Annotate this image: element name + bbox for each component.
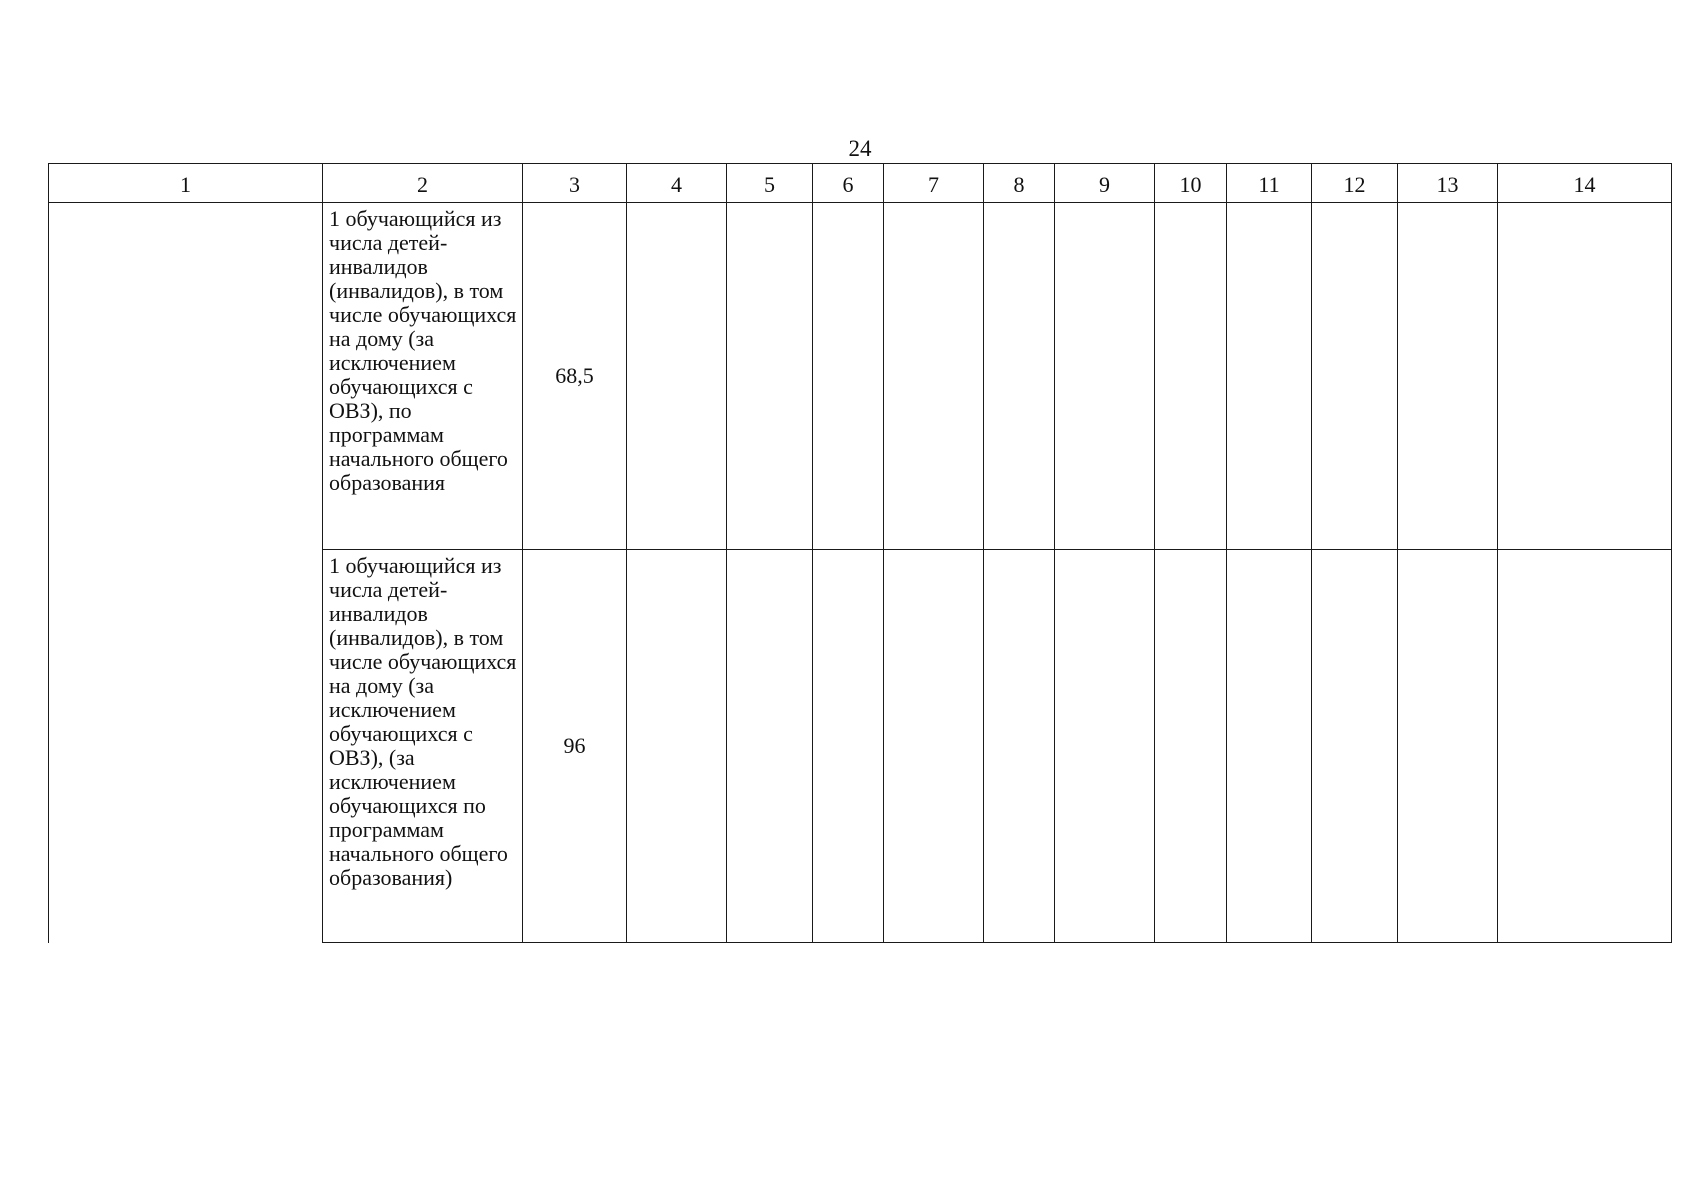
table-row <box>49 203 1672 550</box>
table-cell-empty <box>984 203 1055 550</box>
header-row <box>49 164 1672 203</box>
table-cell-empty <box>1312 203 1398 550</box>
column-header-2: 2 <box>323 164 523 203</box>
table-cell-description: 1 обучающийся из числа детей-инвалидов (инвалидов), в том числе обучающихся на дому (за исключением обучающихся с ОВЗ), (за исключением обучающихся по программам начального общего образования) <box>323 550 523 943</box>
table-cell-empty <box>1055 203 1155 550</box>
table-cell-empty <box>627 203 727 550</box>
table-cell-empty <box>984 550 1055 943</box>
column-header-12: 12 <box>1312 164 1398 203</box>
data-table <box>48 163 1672 943</box>
column-header-11: 11 <box>1227 164 1312 203</box>
table-cell-value: 68,5 <box>523 203 627 550</box>
table-cell-description: 1 обучающийся из числа детей-инвалидов (инвалидов), в том числе обучающихся на дому (за исключением обучающихся с ОВЗ), по программам начального общего образования <box>323 203 523 550</box>
column-header-9: 9 <box>1055 164 1155 203</box>
page-number: 24 <box>848 136 872 161</box>
table-cell-empty <box>1227 203 1312 550</box>
column-header-7: 7 <box>884 164 984 203</box>
column-header-6: 6 <box>813 164 884 203</box>
table-cell-col1 <box>49 203 323 550</box>
table-cell-empty <box>1498 550 1672 943</box>
table-cell-empty <box>1055 550 1155 943</box>
table-cell-col1 <box>49 550 323 943</box>
column-header-5: 5 <box>727 164 813 203</box>
column-header-14: 14 <box>1498 164 1672 203</box>
table-cell-empty <box>813 203 884 550</box>
table-row <box>49 550 1672 943</box>
table-cell-empty <box>1312 550 1398 943</box>
table-cell-empty <box>884 203 984 550</box>
column-header-13: 13 <box>1398 164 1498 203</box>
table-cell-empty <box>813 550 884 943</box>
table-cell-empty <box>727 550 813 943</box>
table-cell-empty <box>1398 203 1498 550</box>
table-cell-empty <box>1155 550 1227 943</box>
table-cell-empty <box>1227 550 1312 943</box>
table-cell-value: 96 <box>523 550 627 943</box>
column-header-1: 1 <box>49 164 323 203</box>
table-cell-empty <box>727 203 813 550</box>
column-header-10: 10 <box>1155 164 1227 203</box>
column-header-3: 3 <box>523 164 627 203</box>
column-header-4: 4 <box>627 164 727 203</box>
table-cell-empty <box>1398 550 1498 943</box>
table-cell-empty <box>884 550 984 943</box>
table-cell-empty <box>1498 203 1672 550</box>
column-header-8: 8 <box>984 164 1055 203</box>
table-cell-empty <box>627 550 727 943</box>
table-cell-empty <box>1155 203 1227 550</box>
